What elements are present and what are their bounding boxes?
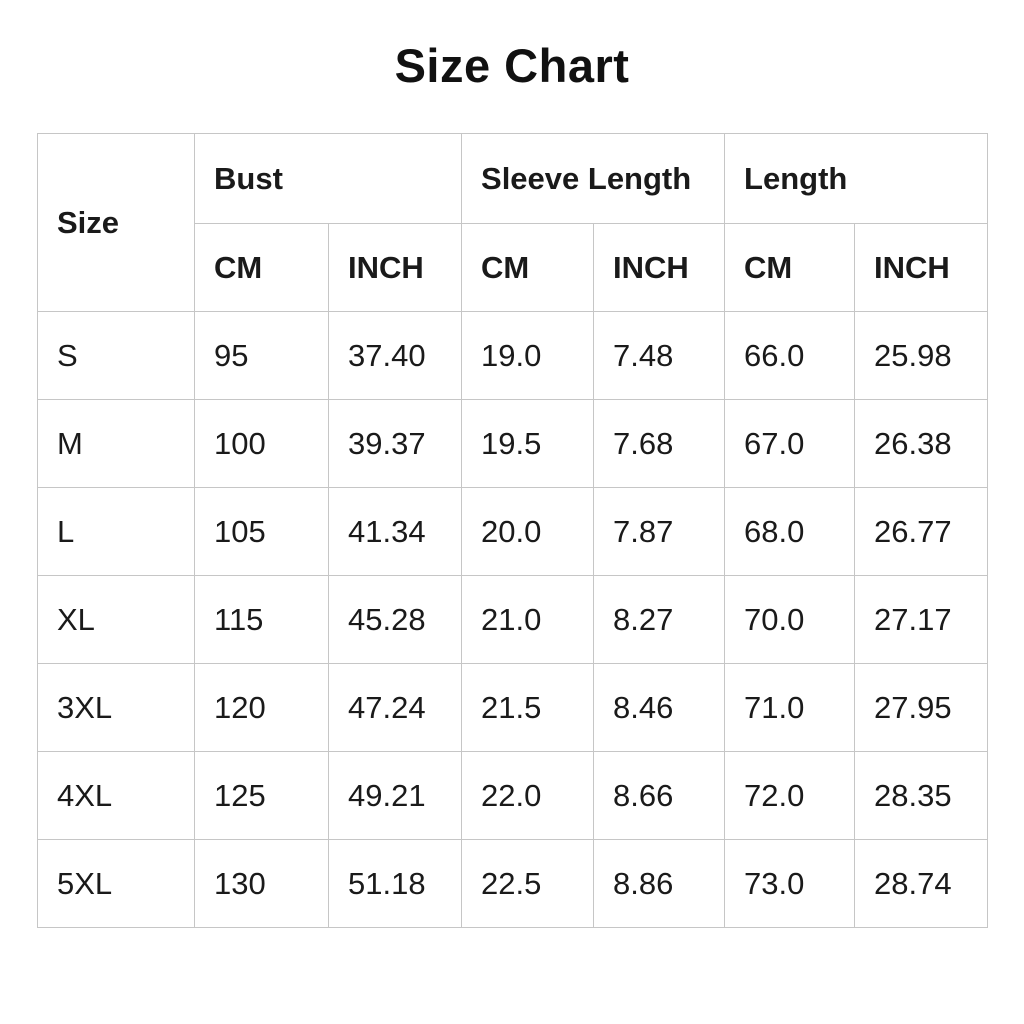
table-body: [38, 312, 988, 928]
value-cell: 73.0: [725, 840, 855, 928]
value-cell: 26.77: [855, 488, 988, 576]
value-cell: 100: [195, 400, 329, 488]
size-cell: S: [38, 312, 195, 400]
value-cell: 8.27: [594, 576, 725, 664]
table-row-m: [38, 400, 988, 488]
table-row-xl: [38, 576, 988, 664]
value-cell: 67.0: [725, 400, 855, 488]
size-cell: 5XL: [38, 840, 195, 928]
value-cell: 27.17: [855, 576, 988, 664]
value-cell: 19.5: [462, 400, 594, 488]
group-header-row: [38, 134, 988, 224]
unit-header-length-inch: INCH: [855, 224, 988, 312]
value-cell: 22.0: [462, 752, 594, 840]
table-row-l: [38, 488, 988, 576]
value-cell: 39.37: [329, 400, 462, 488]
value-cell: 95: [195, 312, 329, 400]
value-cell: 68.0: [725, 488, 855, 576]
value-cell: 49.21: [329, 752, 462, 840]
value-cell: 51.18: [329, 840, 462, 928]
value-cell: 19.0: [462, 312, 594, 400]
size-cell: L: [38, 488, 195, 576]
value-cell: 125: [195, 752, 329, 840]
value-cell: 7.87: [594, 488, 725, 576]
value-cell: 45.28: [329, 576, 462, 664]
column-header-sleeve-length: Sleeve Length: [462, 134, 725, 224]
value-cell: 41.34: [329, 488, 462, 576]
value-cell: 37.40: [329, 312, 462, 400]
value-cell: 21.5: [462, 664, 594, 752]
value-cell: 115: [195, 576, 329, 664]
value-cell: 26.38: [855, 400, 988, 488]
size-cell: M: [38, 400, 195, 488]
value-cell: 8.66: [594, 752, 725, 840]
value-cell: 7.48: [594, 312, 725, 400]
size-cell: 3XL: [38, 664, 195, 752]
table-row-3xl: [38, 664, 988, 752]
value-cell: 28.35: [855, 752, 988, 840]
size-chart-table: [37, 133, 988, 928]
table-row-5xl: [38, 840, 988, 928]
value-cell: 8.86: [594, 840, 725, 928]
column-header-bust: Bust: [195, 134, 462, 224]
table-row-4xl: [38, 752, 988, 840]
value-cell: 20.0: [462, 488, 594, 576]
table-header: [38, 134, 988, 312]
unit-header-bust-cm: CM: [195, 224, 329, 312]
value-cell: 72.0: [725, 752, 855, 840]
column-header-length: Length: [725, 134, 988, 224]
value-cell: 66.0: [725, 312, 855, 400]
column-header-size: [38, 134, 195, 312]
table-row-s: [38, 312, 988, 400]
value-cell: 28.74: [855, 840, 988, 928]
value-cell: 8.46: [594, 664, 725, 752]
value-cell: 105: [195, 488, 329, 576]
size-cell: XL: [38, 576, 195, 664]
unit-header-sleeve-inch: INCH: [594, 224, 725, 312]
value-cell: 70.0: [725, 576, 855, 664]
size-header-label: Size: [57, 204, 120, 240]
value-cell: 130: [195, 840, 329, 928]
value-cell: 120: [195, 664, 329, 752]
page-title: Size Chart: [394, 39, 630, 92]
value-cell: 47.24: [329, 664, 462, 752]
value-cell: 22.5: [462, 840, 594, 928]
value-cell: 71.0: [725, 664, 855, 752]
value-cell: 25.98: [855, 312, 988, 400]
value-cell: 27.95: [855, 664, 988, 752]
unit-header-bust-inch: INCH: [329, 224, 462, 312]
size-cell: 4XL: [38, 752, 195, 840]
value-cell: 7.68: [594, 400, 725, 488]
unit-header-sleeve-cm: CM: [462, 224, 594, 312]
unit-header-length-cm: CM: [725, 224, 855, 312]
value-cell: 21.0: [462, 576, 594, 664]
